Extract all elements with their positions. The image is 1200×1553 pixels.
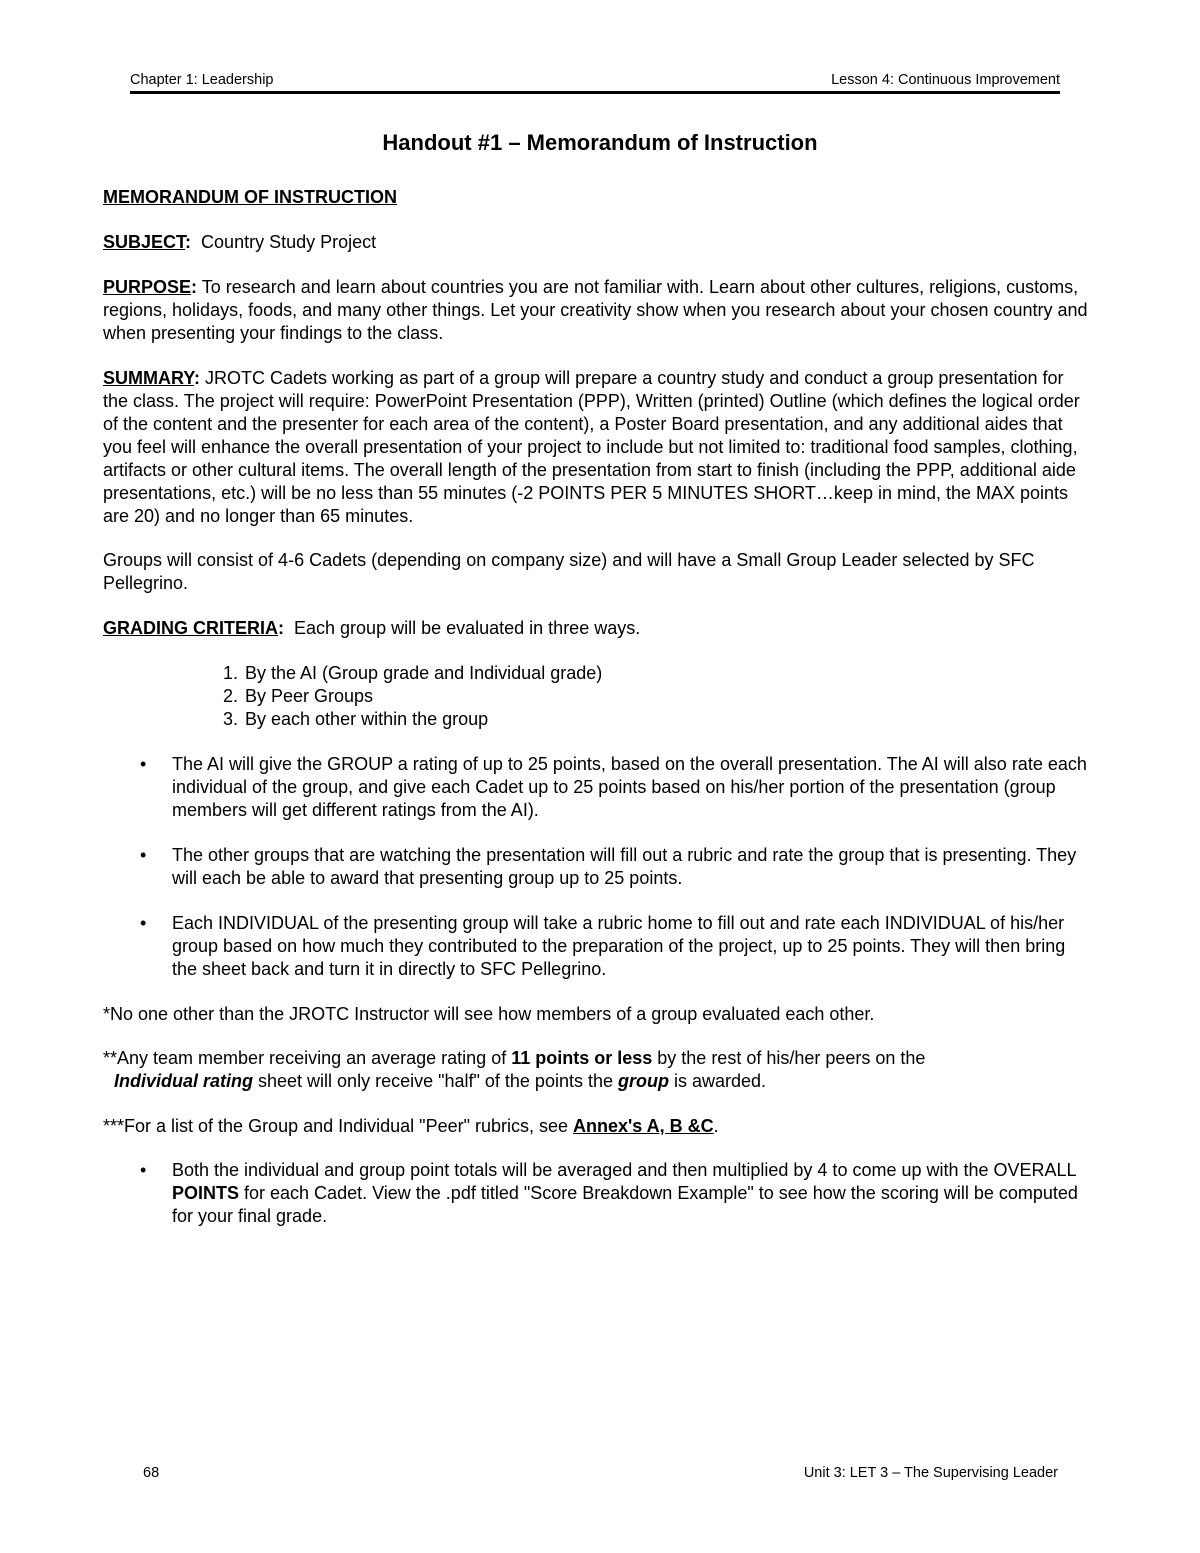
subject-paragraph — [103, 231, 1088, 254]
final-bullet-text-2: for each Cadet. View the .pdf titled "Score Breakdown Example" to see how the scoring will be computed for your final grade. — [172, 1183, 1078, 1226]
overall-points-bullet-item — [103, 1159, 1088, 1228]
grading-label: GRADING CRITERIA — [103, 618, 278, 638]
bullet-dot: • — [140, 845, 147, 865]
bullet-dot: • — [140, 1160, 147, 1180]
bullet-text: The AI will give the GROUP a rating of up to 25 points, based on the overall presentation. The AI will also rate each individual of the group, and give each Cadet up to 25 points based on his/her portion of the presentation (group members will get different ratings from the AI). — [172, 754, 1087, 820]
grading-text: Each group will be evaluated in three ways. — [294, 618, 641, 638]
unit-label: Unit 3: LET 3 – The Supervising Leader — [803, 1465, 1058, 1481]
summary-text: JROTC Cadets working as part of a group will prepare a country study and conduct a group presentation for the class. The project will require: PowerPoint Presentation (PPP), Written (printed) Outline (which defines the logical order of the content and the presenter for each area of the content), a Poster Board presentation, and any additional aides that you feel will enhance the overall presentation of your project to include but not limited to: traditional food samples, clothing, artifacts or other cultural items. The overall length of the presentation from start to finish (including the PPP, additional aide presentations, etc.) will be no less than 55 minutes (-2 POINTS PER 5 MINUTES SHORT…keep in mind, the MAX points are 20) and no longer than 65 minutes. — [103, 368, 1080, 526]
note2-individual-rating: Individual rating — [114, 1071, 254, 1091]
bullet-dot: • — [140, 754, 147, 774]
note2-second-line — [103, 1071, 766, 1091]
lesson-label: Lesson 4: Continuous Improvement — [831, 72, 1060, 88]
bullet-dot: • — [140, 913, 147, 933]
rating-bullet-item — [103, 753, 1088, 822]
summary-colon: : — [194, 368, 200, 388]
note2-text-2: by the rest of his/her peers on the — [652, 1048, 926, 1068]
evaluation-item: 2. By Peer Groups — [243, 685, 1088, 708]
rating-bullet-item — [103, 912, 1088, 981]
page-footer — [143, 1465, 1058, 1485]
overall-points-bullets — [103, 1159, 1088, 1228]
evaluation-item: 1. By the AI (Group grade and Individual grade) — [243, 662, 1088, 685]
groups-paragraph: Groups will consist of 4-6 Cadets (depending on company size) and will have a Small Group Leader selected by SFC Pellegrino. — [103, 550, 1035, 593]
note-instructor-only: *No one other than the JROTC Instructor will see how members of a group evaluated each other. — [103, 1004, 875, 1024]
memo-body — [103, 186, 1088, 1228]
purpose-colon: : — [191, 277, 198, 297]
purpose-paragraph — [103, 276, 1088, 345]
note2-text-4: is awarded. — [669, 1071, 767, 1091]
grading-colon: : — [278, 618, 284, 638]
note3-text-1: ***For a list of the Group and Individual "Peer" rubrics, see — [103, 1116, 574, 1136]
purpose-text: To research and learn about countries you are not familiar with. Learn about other cultures, religions, customs, regions, holidays, foods, and many other things. Let your creativity show when you research about your chosen country and when presenting your findings to the class. — [103, 277, 1088, 343]
chapter-label: Chapter 1: Leadership — [130, 72, 274, 88]
header-rule — [130, 91, 1060, 94]
page-number: 68 — [143, 1465, 160, 1481]
final-bullet-text-1: Both the individual and group point totals will be averaged and then multiplied by 4 to come up with the OVERALL — [172, 1160, 1076, 1180]
note2-text-3: sheet will only receive "half" of the points the — [253, 1071, 618, 1091]
note-rating-threshold — [103, 1047, 1088, 1093]
grading-paragraph — [103, 617, 1088, 640]
note-rubrics-reference — [103, 1115, 1088, 1138]
rating-bullets — [103, 753, 1088, 981]
note3-text-2: . — [713, 1116, 719, 1136]
bullet-text: The other groups that are watching the presentation will fill out a rubric and rate the group that is presenting. They will each be able to award that presenting group up to 25 points. — [172, 845, 1077, 888]
final-bullet-points: POINTS — [172, 1183, 240, 1203]
annex-link[interactable]: Annex's A, B &C — [573, 1116, 714, 1136]
evaluation-list — [103, 662, 1088, 731]
evaluation-item: 3. By each other within the group — [243, 708, 1088, 731]
subject-text: Country Study Project — [201, 232, 377, 252]
note2-group: group — [618, 1071, 669, 1091]
subject-label: SUBJECT — [103, 232, 186, 252]
summary-paragraph — [103, 367, 1088, 528]
note2-bold-threshold: 11 points or less — [511, 1048, 653, 1068]
bullet-text: Each INDIVIDUAL of the presenting group will take a rubric home to fill out and rate each INDIVIDUAL of his/her group based on how much they contributed to the preparation of the project, up to 25 points. They will then bring the sheet back and turn it in directly to SFC Pellegrino. — [172, 913, 1066, 979]
page-header — [130, 72, 1060, 92]
note2-text-1: **Any team member receiving an average rating of — [103, 1048, 512, 1068]
page-title: Handout #1 – Memorandum of Instruction — [382, 130, 818, 155]
memo-heading — [103, 186, 1088, 209]
subject-colon: : — [185, 232, 192, 252]
rating-bullet-item — [103, 844, 1088, 890]
summary-label: SUMMARY — [103, 368, 194, 388]
purpose-label: PURPOSE — [103, 277, 192, 297]
memo-heading-text: MEMORANDUM OF INSTRUCTION — [103, 187, 397, 207]
